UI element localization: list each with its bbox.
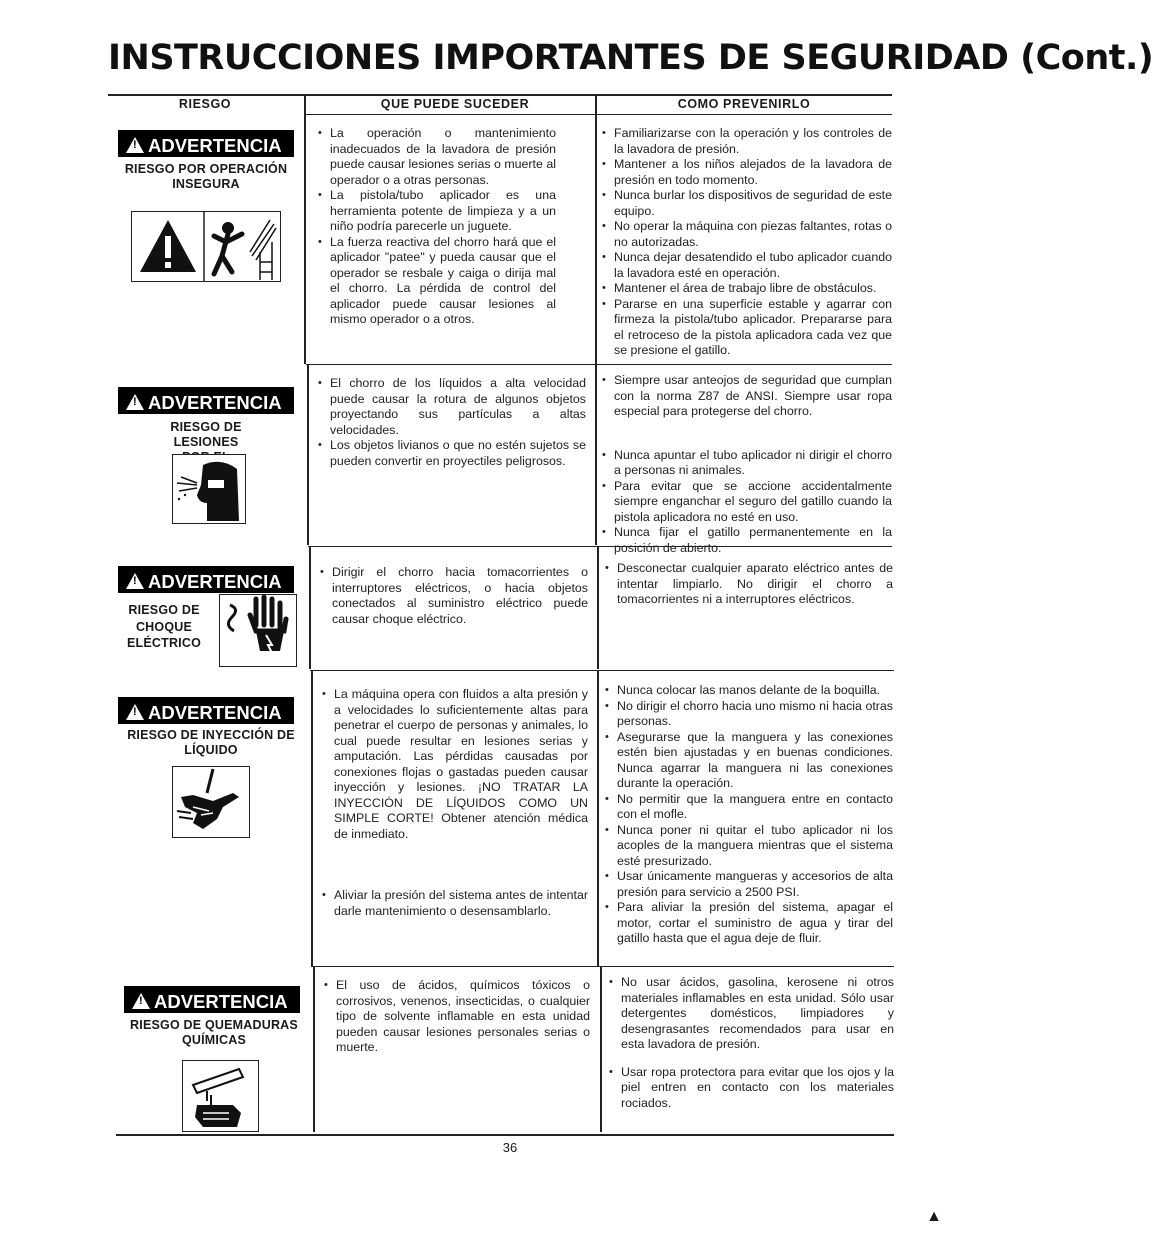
list-item: • Siempre usar anteojos de seguridad que cumplan con la norma Z87 de ANSI. Siempre usar ropa especial para protegerse del chorro.: [600, 373, 892, 420]
what-column: [316, 126, 556, 328]
row-rule: [306, 364, 892, 365]
warning-triangle-icon: !: [126, 137, 144, 153]
list-item: • Dirigir el chorro hacia tomacorrientes o interruptores eléctricos, o hacia objetos conectados al suministro eléctrico puede causar choque eléctrico.: [318, 565, 588, 627]
warning-triangle-icon: !: [126, 573, 144, 589]
chemical-burn-icon: [182, 1060, 259, 1132]
list-item: • Familiarizarse con la operación y los controles de la lavadora de presión.: [600, 126, 892, 157]
hazard-name: RIESGO DE LESIONES: [170, 420, 242, 449]
prevent-column: [603, 561, 893, 608]
page-title: INSTRUCCIONES IMPORTANTES DE SEGURIDAD (Cont.): [108, 38, 1153, 78]
list-item: • No operar la máquina con piezas faltantes, rotas o no autorizadas.: [600, 219, 892, 250]
divider-risk-what: [304, 94, 306, 364]
corner-mark: ▲: [926, 1208, 942, 1225]
list-item: • Los objetos livianos o que no estén sujetos se pueden convertir en proyectiles peligrosos.: [316, 438, 586, 469]
list-item: • Nunca fijar el gatillo permanentemente en la posición de abierto.: [600, 525, 892, 556]
warning-badge-label: ADVERTENCIA: [148, 392, 282, 413]
warning-badge: [118, 387, 294, 414]
divider-what-prevent: [595, 365, 597, 545]
divider-what-prevent: [595, 94, 597, 364]
what-column: [316, 376, 586, 469]
list-item: • Pararse en una superficie estable y agarrar con firmeza la pistola/tubo aplicador. Prepararse para el retroceso de la pistola aplicadora cada vez que se presione el gatillo.: [600, 297, 892, 359]
list-item: • Desconectar cualquier aparato eléctrico antes de intentar limpiarlo. No dirigir el chorro a tomacorrientes ni a interruptores eléctricos.: [603, 561, 893, 608]
what-column: [318, 565, 588, 627]
hazard-name-line: RIESGO DE: [128, 603, 200, 617]
list-item: • No permitir que la manguera entre en contacto con el mofle.: [603, 792, 893, 823]
header-bottom-rule: [305, 114, 892, 115]
list-item: • Nunca apuntar el tubo aplicador ni dirigir el chorro a personas ni animales.: [600, 448, 892, 479]
warning-triangle-icon: !: [126, 704, 144, 720]
divider-risk-what: [309, 547, 311, 669]
header-risk: RIESGO: [178, 97, 232, 111]
list-item: • Usar únicamente mangueras y accesorios de alta presión para servicio a 2500 PSI.: [603, 869, 893, 900]
warning-badge-label: ADVERTENCIA: [154, 991, 288, 1012]
divider-risk-what: [313, 967, 315, 1132]
warning-badge-label: ADVERTENCIA: [148, 135, 282, 156]
warning-badge-label: ADVERTENCIA: [148, 702, 282, 723]
row-rule: [312, 966, 894, 967]
list-item: • Nunca burlar los dispositivos de seguridad de este equipo.: [600, 188, 892, 219]
list-item: • Mantener a los niños alejados de la lavadora de presión en todo momento.: [600, 157, 892, 188]
divider-what-prevent: [600, 967, 602, 1132]
footer-rule: [116, 1134, 894, 1136]
prevent-column: [600, 373, 892, 556]
list-item: • La fuerza reactiva del chorro hará que el aplicador "patee" y pueda causar que el operador se resbale y caiga o dirija mal el chorro. La pérdida de control del aplicador puede causar lesiones al mismo operador o a otros.: [316, 235, 556, 328]
prevent-column: [600, 126, 892, 359]
list-item: • Para aliviar la presión del sistema, apagar el motor, cortar el suministro de agua y tirar del gatillo hasta que el agua deje de fluir.: [603, 900, 893, 947]
list-item: • Para evitar que se accione accidentalmente siempre enganchar el seguro del gatillo cuando la pistola aplicadora no esté en uso.: [600, 479, 892, 526]
list-item: • El chorro de los líquidos a alta velocidad puede causar la rotura de algunos objetos proyectando sus partículas a altas velocidades.: [316, 376, 586, 438]
list-item: • Nunca poner ni quitar el tubo aplicador ni los acoples de la manguera mientras que el sistema esté presurizado.: [603, 823, 893, 870]
list-item: • El uso de ácidos, químicos tóxicos o corrosivos, venenos, insecticidas, o cualquier tipo de solvente inflamable en esta unidad pueden causar lesiones personales serias o muerte.: [322, 978, 590, 1056]
divider-what-prevent: [597, 547, 599, 669]
list-item: • No dirigir el chorro hacia uno mismo ni hacia otras personas.: [603, 699, 893, 730]
list-item: • Nunca colocar las manos delante de la boquilla.: [603, 683, 893, 699]
list-item: • La operación o mantenimiento inadecuados de la lavadora de presión puede causar lesiones serias o muerte al operador o a otras personas.: [316, 126, 556, 188]
page-number: 36: [502, 1140, 518, 1155]
unsafe-operation-icon: [131, 211, 281, 282]
header-prevent: COMO PREVENIRLO: [677, 97, 811, 111]
list-item: • Aliviar la presión del sistema antes de intentar darle mantenimiento o desensamblarlo.: [320, 888, 588, 919]
hazard-name: [114, 728, 308, 758]
list-item: • Usar ropa protectora para evitar que los ojos y la piel entren en contacto con los materiales rociados.: [607, 1065, 894, 1112]
hazard-name-line: RIESGO DE INYECCIÓN DE: [127, 728, 295, 742]
hazard-name-line: LÍQUIDO: [184, 743, 238, 757]
hazard-name: [118, 602, 210, 652]
warning-badge: [124, 986, 300, 1013]
header-what: QUE PUEDE SUCEDER: [380, 97, 530, 111]
fluid-injection-icon: [172, 766, 250, 838]
divider-what-prevent: [597, 671, 599, 967]
eye-protection-icon: [172, 454, 246, 524]
warning-badge: [118, 566, 294, 593]
warning-badge: [118, 130, 294, 157]
what-column: [320, 687, 588, 919]
prevent-column: [603, 683, 893, 947]
warning-badge-label: ADVERTENCIA: [148, 571, 282, 592]
electric-shock-icon: [219, 594, 297, 667]
what-column: [322, 978, 590, 1056]
warning-triangle-icon: !: [126, 394, 144, 410]
hazard-name: RIESGO POR OPERACIÓN INSEGURA: [124, 162, 288, 191]
list-item: • Mantener el área de trabajo libre de obstáculos.: [600, 281, 892, 297]
list-item: • La máquina opera con fluidos a alta presión y a velocidades lo suficientemente altas para penetrar el cuerpo de personas y animales, lo cual puede resultar en lesiones serias y amputación. Las pérdidas causadas por conexiones flojas o gastadas pueden causar inyección y lesiones. ¡NO TRATAR LA INYECCIÓN DE LÍQUIDOS COMO UN SIMPLE CORTE! Obtener atención médica de inmediato.: [320, 687, 588, 842]
hazard-name-line: CHOQUE: [135, 619, 193, 634]
prevent-column: [607, 975, 894, 1111]
list-item: • Nunca dejar desatendido el tubo aplicador cuando la lavadora esté en operación.: [600, 250, 892, 281]
warning-triangle-icon: !: [132, 993, 150, 1009]
list-item: • La pistola/tubo aplicador es una herramienta potente de limpieza y a un niño podría parecerle un juguete.: [316, 188, 556, 235]
list-item: • No usar ácidos, gasolina, kerosene ni otros materiales inflamables en esta unidad. Sólo usar detergentes domésticos, limpiadores y desengrasantes recomendados para usar en esta lavadora de presión.: [607, 975, 894, 1053]
row-rule: [310, 670, 894, 671]
hazard-name: RIESGO DE QUEMADURAS QUÍMICAS: [130, 1018, 298, 1047]
hazard-name-line: ELÉCTRICO: [126, 636, 202, 650]
divider-risk-what: [307, 365, 309, 545]
list-item: • Asegurarse que la manguera y las conexiones estén bien ajustadas y en buenas condiciones. Nunca agarrar la manguera ni las conexiones durante la operación.: [603, 730, 893, 792]
warning-badge: [118, 697, 294, 724]
divider-risk-what: [311, 671, 313, 967]
header-top-rule: [108, 94, 892, 96]
